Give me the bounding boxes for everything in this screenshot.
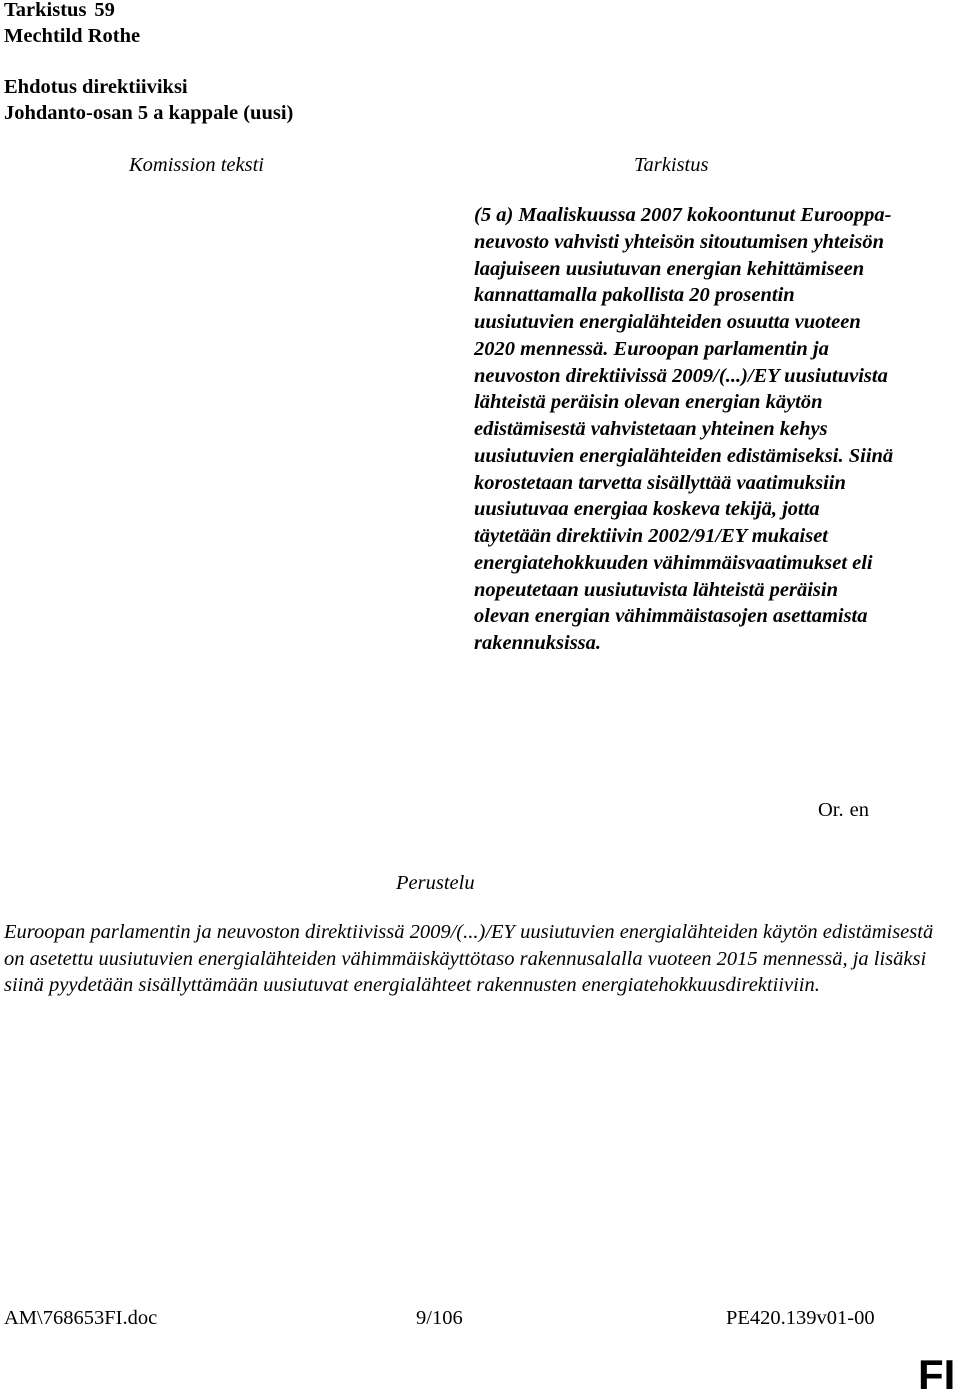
justification-paragraph: Euroopan parlamentin ja neuvoston direktiivissä 2009/(...)/EY uusiutuvien energialähteiden käytön edistämisestä on asetettu uusiutuvien energialähteiden vähimmäiskäyttötaso rakennusalalla vuoteen 2015 mennessä, ja lisäksi siinä pyydetään sisällyttämään uusiutuvat energialähteet rakennusten energiatehokkuusdirektiiviin. xyxy=(4,921,934,996)
footer-document-id: AM\768653FI.doc xyxy=(4,1307,158,1329)
amendment-text xyxy=(474,202,894,657)
language-mark: FI xyxy=(918,1351,956,1398)
amendment-text-heading: Tarkistus xyxy=(634,154,709,176)
amendment-paragraph: (5 a) Maaliskuussa 2007 kokoontunut Eurooppa-neuvosto vahvisti yhteisön sitoutumisen yhteisön laajuiseen uusiutuvan energian kehittämiseen kannattamalla pakollista 20 prosentin uusiutuvien energialähteiden osuutta vuoteen 2020 mennessä. Euroopan parlamentin ja neuvoston direktiivissä 2009/(...)/EY uusiutuvista lähteistä peräisin olevan energian käytön edistämisestä vahvistetaan yhteinen kehys uusiutuvien energialähteiden edistämiseksi. Siinä korostetaan tarvetta sisällyttää vaatimuksiin uusiutuvaa energiaa koskeva tekijä, jotta täytetään direktiivin 2002/91/EY mukaiset energiatehokkuuden vähimmäisvaatimukset eli nopeutetaan uusiutuvista lähteistä peräisin olevan energian vähimmäistasojen asettamista rakennuksissa. xyxy=(474,204,894,654)
amendment-label: Tarkistus xyxy=(4,0,87,21)
justification-text xyxy=(4,919,944,999)
proposal-section: Johdanto-osan 5 a kappale (uusi) xyxy=(4,102,294,124)
original-language-label: Or. xyxy=(818,799,844,821)
proposal-title: Ehdotus direktiiviksi xyxy=(4,76,188,98)
footer-page-number: 9/106 xyxy=(416,1307,463,1329)
amendment-number: 59 xyxy=(94,0,115,21)
amendment-author: Mechtild Rothe xyxy=(4,25,141,47)
amendment-heading xyxy=(4,0,115,23)
commission-text-heading: Komission teksti xyxy=(129,154,264,176)
original-language-code: en xyxy=(849,799,869,821)
original-language xyxy=(818,797,869,823)
footer-reference: PE420.139v01-00 xyxy=(726,1307,875,1329)
justification-heading: Perustelu xyxy=(396,872,475,894)
